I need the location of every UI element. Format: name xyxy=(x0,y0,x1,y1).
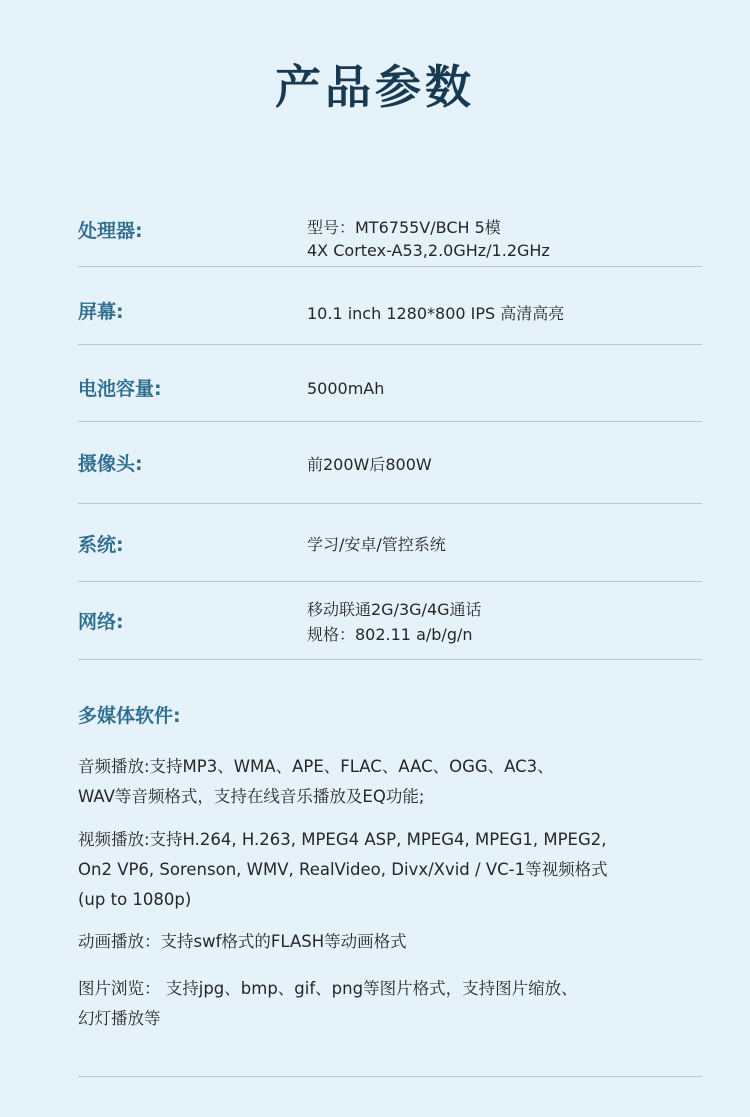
video-line: 视频播放:支持H.264, H.263, MPEG4 ASP, MPEG4, MPEG1, MPEG2, xyxy=(78,830,607,849)
spec-label-camera: 摄像头: xyxy=(78,453,143,475)
divider xyxy=(78,266,702,267)
spec-value-processor-model: 型号：MT6755V/BCH 5模 xyxy=(307,218,501,237)
divider xyxy=(78,1076,702,1077)
image-browsing-paragraph xyxy=(78,974,678,1034)
animation-line: 动画播放：支持swf格式的FLASH等动画格式 xyxy=(78,932,407,951)
spec-label-screen: 屏幕: xyxy=(78,301,124,323)
divider xyxy=(78,659,702,660)
divider xyxy=(78,503,702,504)
image-line: 图片浏览： 支持jpg、bmp、gif、png等图片格式，支持图片缩放、 xyxy=(78,979,578,998)
multimedia-heading: 多媒体软件: xyxy=(78,705,181,727)
divider xyxy=(78,421,702,422)
spec-label-processor: 处理器: xyxy=(78,220,143,242)
video-line: On2 VP6, Sorenson, WMV, RealVideo, Divx/Xvid / VC-1等视频格式 xyxy=(78,860,608,879)
spec-label-network: 网络: xyxy=(78,611,124,633)
video-line: (up to 1080p) xyxy=(78,890,192,909)
divider xyxy=(78,344,702,345)
spec-label-system: 系统: xyxy=(78,534,124,556)
spec-value-network-wifi: 规格：802.11 a/b/g/n xyxy=(307,625,473,644)
spec-value-processor-cpu: 4X Cortex-A53,2.0GHz/1.2GHz xyxy=(307,241,550,260)
video-playback-paragraph xyxy=(78,825,678,915)
spec-value-network-calls: 移动联通2G/3G/4G通话 xyxy=(307,600,482,619)
page-title: 产品参数 xyxy=(275,60,475,114)
audio-line: WAV等音频格式，支持在线音乐播放及EQ功能; xyxy=(78,787,425,806)
animation-playback-paragraph xyxy=(78,927,678,957)
spec-value-screen: 10.1 inch 1280*800 IPS 高清高亮 xyxy=(307,304,565,323)
audio-playback-paragraph xyxy=(78,752,678,812)
spec-label-battery: 电池容量: xyxy=(78,378,162,400)
divider xyxy=(78,581,702,582)
spec-value-system: 学习/安卓/管控系统 xyxy=(307,535,446,554)
audio-line: 音频播放:支持MP3、WMA、APE、FLAC、AAC、OGG、AC3、 xyxy=(78,757,554,776)
image-line: 幻灯播放等 xyxy=(78,1009,161,1028)
spec-value-battery: 5000mAh xyxy=(307,379,385,398)
spec-value-camera: 前200W后800W xyxy=(307,455,432,474)
